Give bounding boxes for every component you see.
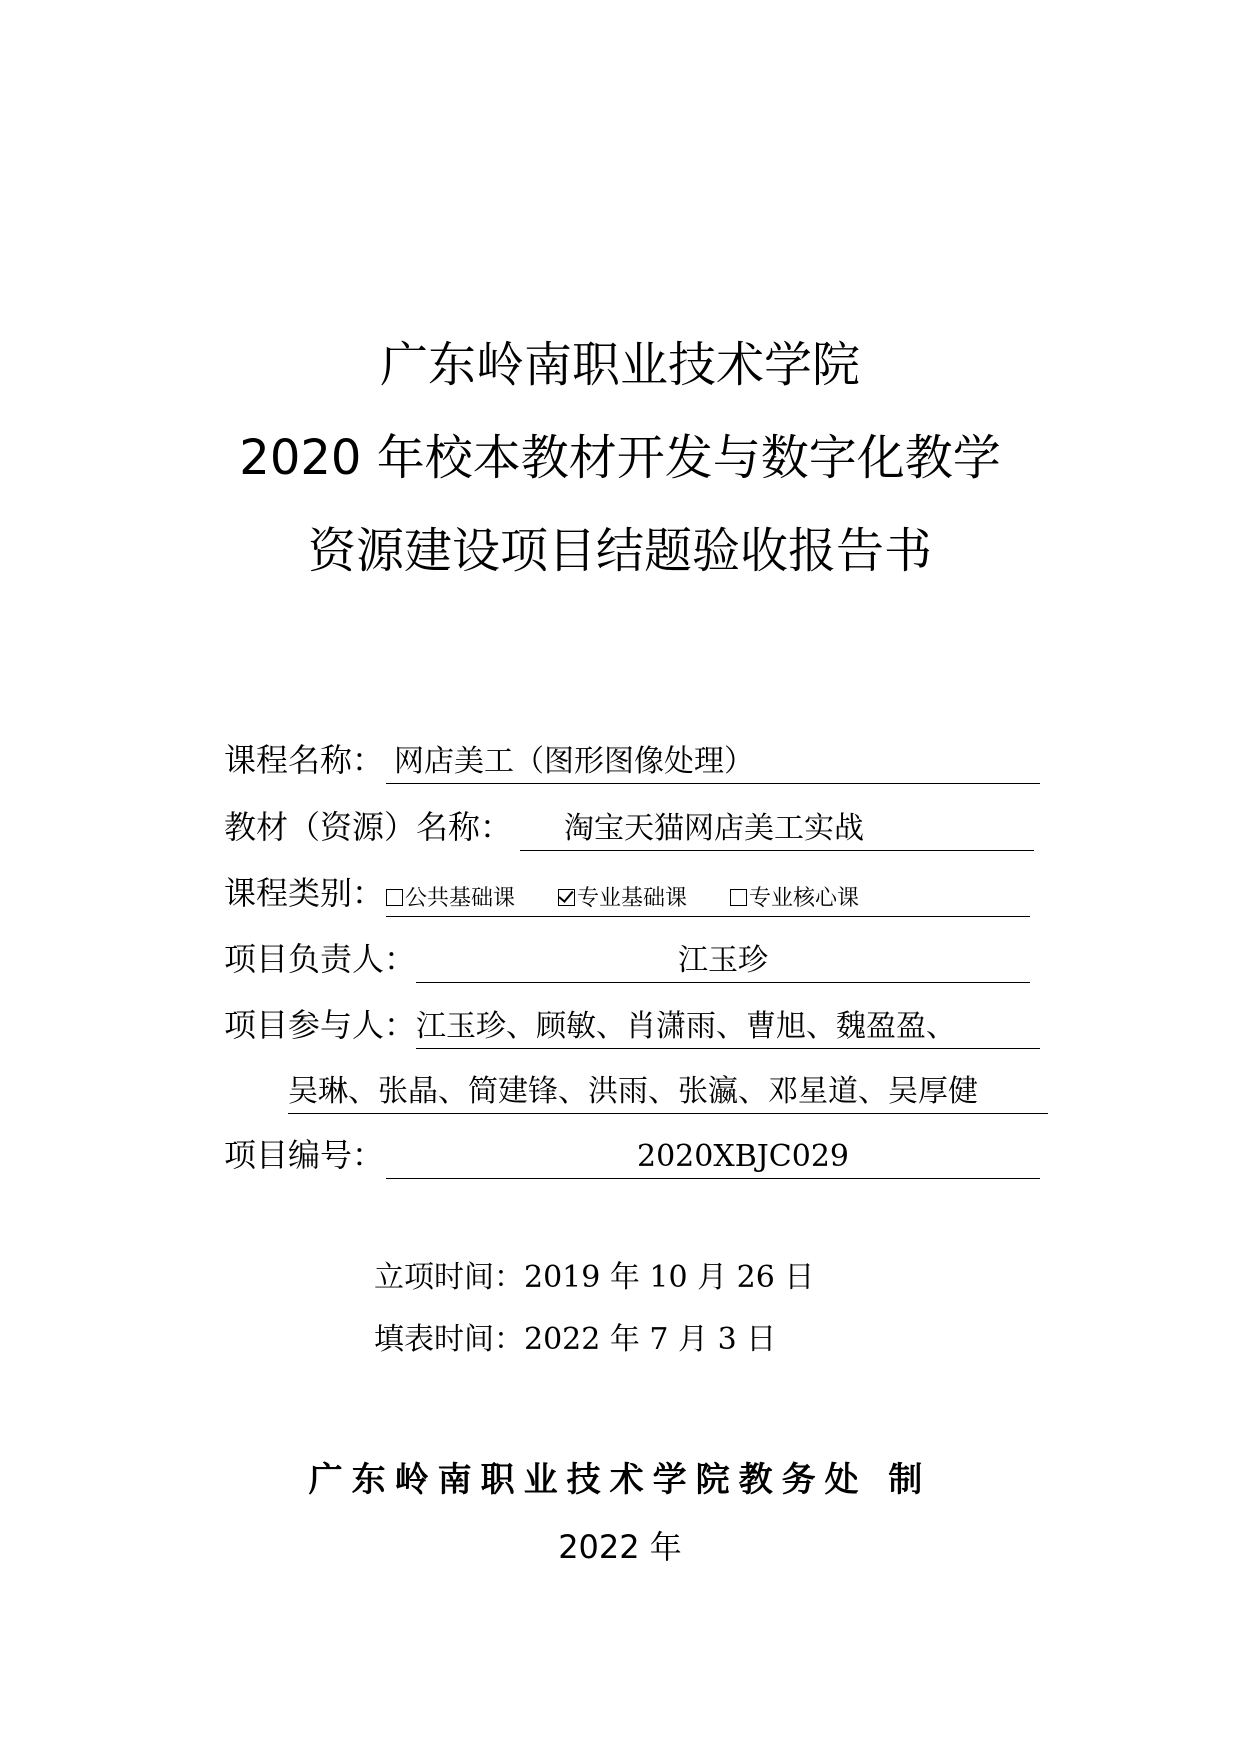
option-label: 公共基础课 bbox=[405, 886, 516, 911]
field-underline bbox=[416, 942, 1030, 983]
issue-year: 2022 年 bbox=[558, 1528, 682, 1566]
field-course-name bbox=[224, 740, 1040, 784]
participants-line-2: 吴琳、张晶、简建锋、洪雨、张瀛、邓星道、吴厚健 bbox=[288, 1074, 978, 1109]
checkbox-empty-icon[interactable] bbox=[386, 889, 403, 906]
option-professional-basic[interactable] bbox=[558, 884, 687, 914]
course-type-options bbox=[386, 884, 1030, 914]
option-label: 专业核心课 bbox=[749, 886, 860, 911]
field-underline bbox=[386, 743, 1040, 784]
field-course-type bbox=[224, 873, 1030, 917]
field-label: 项目参与人： bbox=[224, 1006, 417, 1044]
material-name-value: 淘宝天猫网店美工实战 bbox=[564, 811, 864, 846]
field-participants-cont bbox=[288, 1070, 1048, 1114]
field-leader bbox=[224, 939, 1030, 983]
filled-date: 填表时间：2022 年 7 月 3 日 bbox=[374, 1322, 777, 1357]
issuing-department: 广东岭南职业技术学院教务处 制 bbox=[308, 1460, 932, 1500]
checkbox-checked-icon[interactable] bbox=[558, 889, 575, 906]
field-label: 教材（资源）名称： bbox=[224, 808, 513, 846]
field-underline bbox=[288, 1073, 1048, 1114]
field-project-no bbox=[224, 1135, 1040, 1179]
field-material-name bbox=[224, 807, 1034, 851]
field-underline bbox=[520, 810, 1034, 851]
leader-value: 江玉珍 bbox=[678, 943, 768, 978]
field-underline bbox=[386, 1138, 1040, 1179]
option-professional-core[interactable] bbox=[730, 884, 859, 914]
established-date: 立项时间：2019 年 10 月 26 日 bbox=[374, 1260, 815, 1295]
field-participants bbox=[224, 1005, 1040, 1049]
checkbox-empty-icon[interactable] bbox=[730, 889, 747, 906]
field-label: 项目负责人： bbox=[224, 940, 417, 978]
field-underline bbox=[386, 876, 1030, 917]
field-underline bbox=[416, 1008, 1040, 1049]
title-line-3: 资源建设项目结题验收报告书 bbox=[307, 523, 932, 579]
participants-line-1: 江玉珍、顾敏、肖潇雨、曹旭、魏盈盈、 bbox=[416, 1009, 956, 1044]
field-label: 课程名称： bbox=[224, 741, 385, 779]
title-line-1: 广东岭南职业技术学院 bbox=[379, 337, 860, 393]
course-name-value: 网店美工（图形图像处理） bbox=[394, 744, 754, 779]
project-no-value: 2020XBJC029 bbox=[637, 1139, 849, 1174]
option-label: 专业基础课 bbox=[577, 886, 688, 911]
field-label: 项目编号： bbox=[224, 1136, 385, 1174]
title-line-2: 2020 年校本教材开发与数字化教学 bbox=[239, 430, 1001, 486]
field-label: 课程类别： bbox=[224, 874, 385, 912]
option-public-basic[interactable] bbox=[386, 884, 515, 914]
